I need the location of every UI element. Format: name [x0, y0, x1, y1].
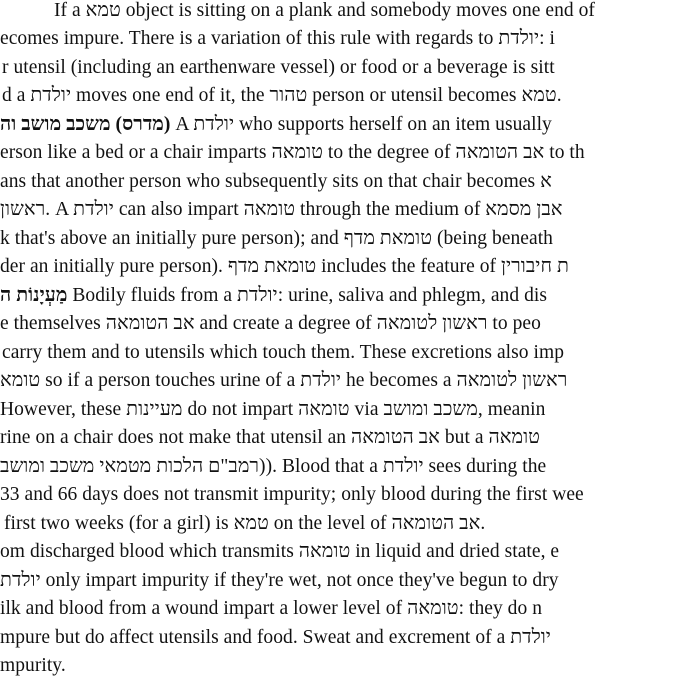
hebrew-term: יולדת [30, 85, 72, 106]
hebrew-term: טומאת מדף [227, 256, 317, 277]
text-segment: in liquid and dried state, e [350, 541, 560, 562]
hebrew-term: טומא [0, 370, 41, 391]
text-segment: to peo [487, 313, 541, 334]
hebrew-term: א [540, 171, 552, 192]
text-line [0, 140, 585, 166]
hebrew-term: ראשון [0, 199, 46, 220]
text-segment: who supports herself on an item usually [234, 114, 552, 135]
text-segment: can also impart [113, 199, 244, 220]
text-segment: om discharged blood which transmits [0, 541, 299, 562]
text-segment: . [556, 85, 562, 106]
hebrew-term: טומאה [243, 199, 296, 220]
text-line [0, 112, 552, 138]
text-segment: : urine, saliva and phlegm, and dis [277, 285, 547, 306]
text-line [0, 226, 553, 252]
text-segment: der an initially pure person). [0, 256, 228, 277]
text-line [0, 596, 542, 622]
text-segment: , meanin [477, 399, 546, 420]
text-segment: via [349, 399, 384, 420]
text-line [0, 454, 546, 480]
hebrew-term: טמא [521, 85, 557, 106]
hebrew-term: (מדרס) משכב מושב וה [0, 114, 171, 135]
text-line [0, 482, 584, 508]
hebrew-term: אב הטומאה [105, 313, 195, 334]
text-segment: A [170, 114, 194, 135]
text-segment: and create a degree of [194, 313, 377, 334]
hebrew-term: יולדת [382, 456, 424, 477]
text-segment: 33 and 66 days does not transmit impurity; only blood during the first wee [0, 484, 584, 505]
text-line [2, 55, 555, 81]
text-segment: rine on a chair does not make that utensil an [0, 427, 352, 448]
hebrew-term: טמא [233, 513, 269, 534]
text-segment: e themselves [0, 313, 106, 334]
hebrew-term: יולדת [510, 627, 551, 648]
text-segment: If a [54, 0, 86, 21]
text-segment: : they do n [458, 598, 542, 619]
text-segment: ). Blood that a [265, 456, 383, 477]
hebrew-term: יולדת [300, 370, 342, 391]
text-segment: object is sitting on a plank and somebody moves one end of [120, 0, 595, 21]
hebrew-term: אבן מסמא [485, 199, 563, 220]
text-segment: sees during the [423, 456, 547, 477]
hebrew-term: יולדת [498, 28, 540, 49]
text-line [4, 511, 485, 537]
hebrew-term: טומאה [407, 598, 459, 619]
hebrew-term: (רמב"ם הלכות מטמאי משכב ומושב [0, 456, 266, 477]
text-segment: to th [544, 142, 585, 163]
text-line [0, 653, 66, 679]
text-line [2, 340, 564, 366]
text-segment: on the level of [268, 513, 392, 534]
hebrew-term: יולדת [236, 285, 278, 306]
text-segment: moves one end of it, the [71, 85, 270, 106]
hebrew-term: טומאת מדף [343, 228, 433, 249]
text-segment: : i [539, 28, 555, 49]
text-segment: includes the feature of [316, 256, 501, 277]
text-line [0, 539, 559, 565]
text-segment: However, these [0, 399, 127, 420]
text-line [0, 26, 555, 52]
hebrew-term: יולדת [193, 114, 235, 135]
text-segment: he becomes a [341, 370, 457, 391]
hebrew-term: טומאה [298, 399, 350, 420]
text-segment: Bodily fluids from a [67, 285, 237, 306]
text-segment: d a [2, 85, 31, 106]
text-segment: to the degree of [322, 142, 456, 163]
text-segment: (being beneath [432, 228, 553, 249]
hebrew-term: משכב ומושב [383, 399, 478, 420]
text-line [0, 397, 545, 423]
text-line [0, 368, 567, 394]
text-segment: do not impart [182, 399, 299, 420]
hebrew-term: טומאה [271, 142, 323, 163]
text-line [54, 0, 595, 24]
text-segment: ilk and blood from a wound impart a lower level of [0, 598, 408, 619]
text-line [0, 625, 551, 651]
hebrew-term: אב הטומאה [351, 427, 440, 448]
text-segment: only impart impurity if they're wet, not once they've begun to dry [40, 570, 559, 591]
text-line [0, 425, 540, 451]
hebrew-term: טהור [269, 85, 308, 106]
hebrew-term: אב הטומאה [391, 513, 481, 534]
text-segment: ans that another person who subsequently sits on that chair becomes [0, 171, 541, 192]
text-segment: person or utensil becomes [307, 85, 522, 106]
text-segment: ecomes impure. There is a variation of this rule with regards to [0, 28, 499, 49]
hebrew-term: יולדת [73, 199, 114, 220]
text-segment: . [480, 513, 486, 534]
text-line [0, 254, 569, 280]
hebrew-term: ראשון לטומאה [376, 313, 488, 334]
text-segment: r utensil (including an earthenware vessel) or food or a beverage is sitt [2, 57, 555, 78]
text-segment: carry them and to utensils which touch them. These excretions also imp [2, 342, 565, 363]
hebrew-term: אב הטומאה [455, 142, 545, 163]
text-segment: through the medium of [295, 199, 486, 220]
hebrew-term: מַעְיָנוֹת ה [0, 285, 68, 306]
text-line [2, 83, 562, 109]
text-segment: erson like a bed or a chair imparts [0, 142, 272, 163]
text-segment: but a [439, 427, 489, 448]
text-segment: first two weeks (for a girl) is [4, 513, 234, 534]
text-segment: . A [45, 199, 74, 220]
text-line [0, 169, 552, 195]
hebrew-term: מעיינות [126, 399, 183, 420]
hebrew-term: טומאה [488, 427, 540, 448]
text-line [0, 283, 547, 309]
text-line [0, 568, 559, 594]
text-segment: mpurity. [0, 655, 66, 676]
hebrew-term: טמא [85, 0, 121, 21]
hebrew-term: טומאה [298, 541, 351, 562]
text-segment: so if a person touches urine of a [40, 370, 301, 391]
text-line [0, 311, 541, 337]
hebrew-term: יולדת [0, 570, 41, 591]
text-line [0, 197, 563, 223]
text-segment: k that's above an initially pure person); and [0, 228, 344, 249]
text-segment: mpure but do affect utensils and food. Sweat and excrement of a [0, 627, 511, 648]
hebrew-term: ראשון לטומאה [456, 370, 568, 391]
hebrew-term: ת חיבורין [501, 256, 569, 277]
